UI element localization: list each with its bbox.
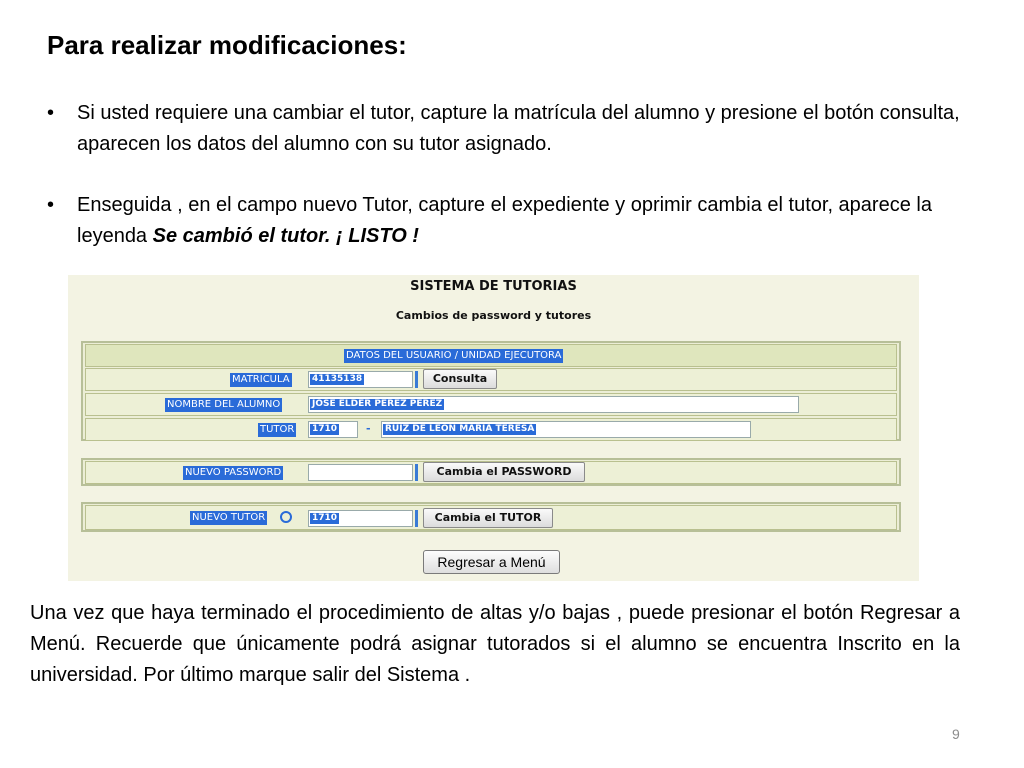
- app-title: SISTEMA DE TUTORIAS: [410, 279, 577, 294]
- matricula-label: MATRICULA: [232, 374, 290, 385]
- bullet-text: Si usted requiere una cambiar el tutor, capture la matrícula del alumno y presione el botón consulta, aparecen los datos del alumno con su tutor asignado.: [77, 102, 960, 155]
- nombre-value: JOSÉ ELDER PÉREZ PÉREZ: [312, 399, 443, 409]
- text-cursor: [415, 510, 418, 527]
- tutor-separator: -: [366, 422, 371, 435]
- closing-paragraph: Una vez que haya terminado el procedimiento de altas y/o bajas , puede presionar el botón Regresar a Menú. Recuerde que únicamente podrá asignar tutorados si el alumno se encuentra Inscrito en la universidad. Por último marque salir del Sistema .: [30, 602, 960, 686]
- text-cursor: [415, 371, 418, 388]
- tutor-name-value: RUIZ DE LEON MARIA TERESA: [385, 424, 535, 434]
- section-header-row: [85, 344, 897, 367]
- cambia-tutor-button[interactable]: Cambia el TUTOR: [423, 508, 553, 528]
- page-number: 9: [952, 726, 960, 742]
- bullet-item: [47, 98, 987, 160]
- tutor-label: TUTOR: [260, 424, 295, 435]
- tutor-id-value: 1710: [312, 424, 338, 434]
- bullet-text: Enseguida , en el campo nuevo Tutor, capture el expediente y oprimir cambia el tutor, aparece la leyenda: [77, 194, 932, 247]
- matricula-input[interactable]: [308, 371, 413, 388]
- password-row: [85, 461, 897, 484]
- password-panel: [81, 458, 901, 486]
- cambia-password-button[interactable]: Cambia el PASSWORD: [423, 462, 585, 482]
- nuevo-tutor-label: NUEVO TUTOR: [192, 512, 266, 523]
- nuevo-tutor-value: 1710: [312, 513, 338, 523]
- bullet-list: [47, 98, 987, 282]
- nuevo-password-label: NUEVO PASSWORD: [185, 467, 282, 478]
- regresar-menu-button[interactable]: Regresar a Menú: [423, 550, 560, 574]
- search-icon: [280, 511, 292, 523]
- tutor-row: [85, 418, 897, 441]
- section-header: DATOS DEL USUARIO / UNIDAD EJECUTORA: [346, 350, 562, 361]
- tutor-change-panel: [81, 502, 901, 532]
- consulta-button[interactable]: Consulta: [423, 369, 497, 389]
- text-cursor: [415, 464, 418, 481]
- matricula-row: [85, 368, 897, 391]
- matricula-value: 41135138: [312, 374, 363, 384]
- bullet-item: [47, 190, 987, 252]
- tutor-id-input[interactable]: [308, 421, 358, 438]
- user-data-panel: [81, 341, 901, 441]
- nuevo-tutor-row: [85, 505, 897, 530]
- app-subtitle: Cambios de password y tutores: [395, 309, 592, 322]
- bullet-emphasis: Se cambió el tutor. ¡ LISTO !: [152, 225, 419, 247]
- embedded-screenshot: [68, 275, 919, 581]
- nuevo-password-input[interactable]: [308, 464, 413, 481]
- nuevo-tutor-input[interactable]: [308, 510, 413, 527]
- nombre-label: NOMBRE DEL ALUMNO: [167, 399, 281, 410]
- nombre-input[interactable]: [308, 396, 799, 413]
- slide-title: Para realizar modificaciones:: [47, 30, 407, 60]
- tutor-name-input[interactable]: [381, 421, 751, 438]
- nombre-row: [85, 393, 897, 416]
